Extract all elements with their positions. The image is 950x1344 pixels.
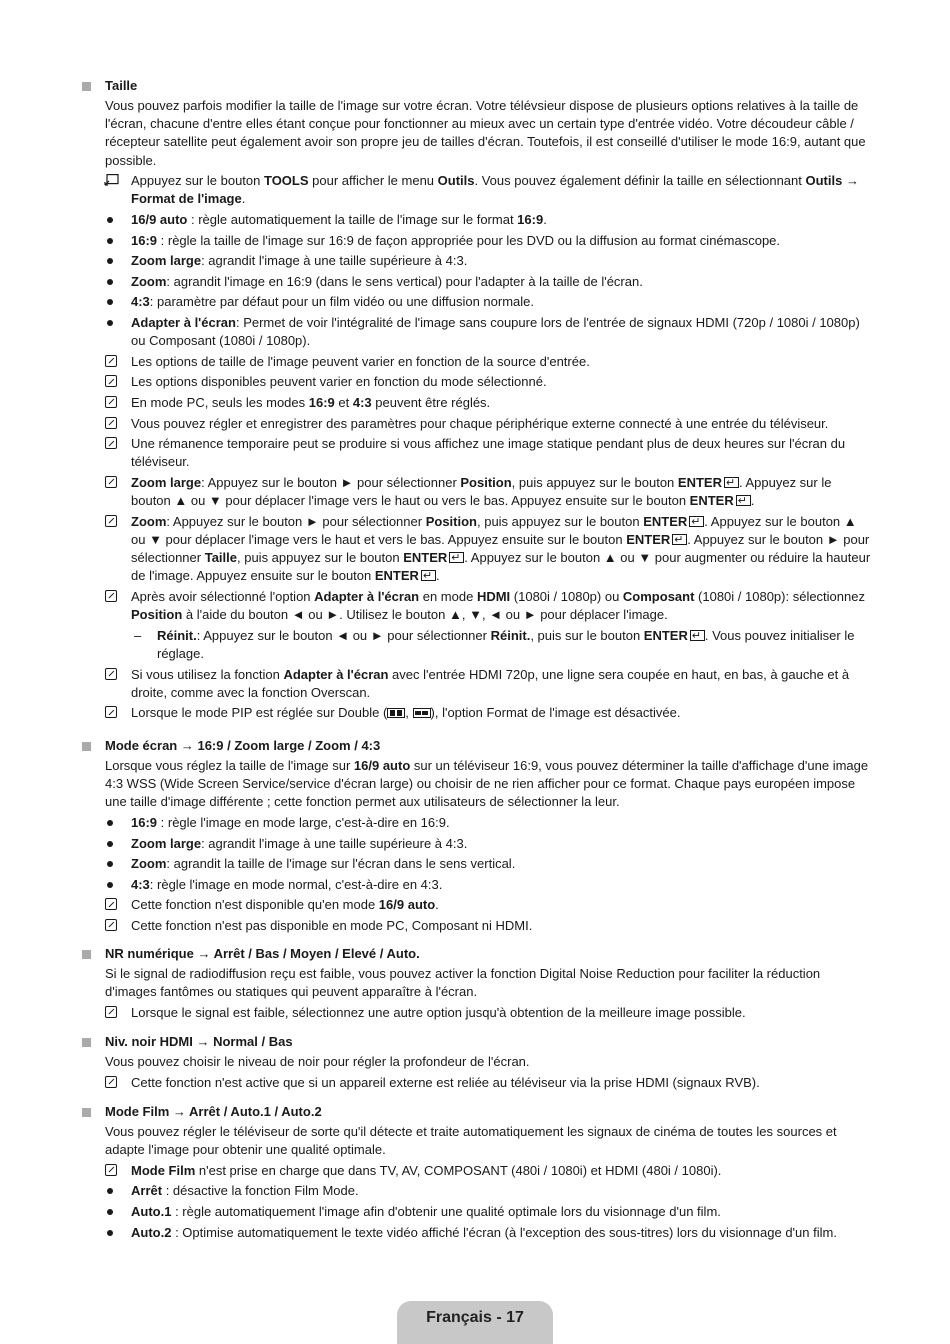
text-segment: Composant [622, 588, 695, 604]
text-segment: ENTER [677, 474, 722, 490]
text-segment: ENTER [374, 568, 419, 584]
bullet-icon [107, 1188, 113, 1194]
enter-icon [421, 570, 436, 581]
title-text: NR numérique → Arrêt / Bas / Moyen / Elevé / Auto. [105, 946, 420, 961]
section-title [82, 77, 872, 95]
list-item [82, 1182, 872, 1200]
text-segment: peuvent être réglés. [371, 394, 491, 410]
note-item [82, 704, 872, 722]
list-item [82, 273, 872, 291]
bullet-icon [107, 1209, 113, 1215]
section-title [82, 737, 872, 755]
note-icon [105, 919, 117, 931]
note-icon [105, 590, 117, 602]
intro-paragraph: Si le signal de radiodiffusion reçu est faible, vous pouvez activer la fonction Digital Noise Reduction pour faciliter la réduction d'images fantômes ou statiques qui peuvent apparaître à l'écran. [105, 966, 821, 1000]
text-segment: 4:3 [352, 394, 372, 410]
text-segment: : agrandit la taille de l'image sur l'écran dans le sens vertical. [166, 856, 516, 872]
text-segment: Après avoir sélectionné l'option [131, 588, 315, 604]
bullet-icon [107, 217, 113, 223]
bullet-icon [107, 320, 113, 326]
intro-paragraph: Vous pouvez choisir le niveau de noir pour régler la profondeur de l'écran. [105, 1054, 530, 1069]
note-item [82, 588, 872, 624]
section-mode-film [82, 1103, 872, 1242]
list-item [82, 211, 872, 229]
text-segment: , puis appuyez sur le bouton [476, 513, 644, 529]
enter-icon [690, 630, 705, 641]
bullet-icon [107, 299, 113, 305]
text-segment: 4:3 [131, 876, 150, 892]
note-icon [105, 396, 117, 408]
text-segment: Position [131, 607, 183, 623]
text-segment: Zoom [131, 273, 167, 289]
text-segment: Appuyez sur le bouton [131, 173, 264, 189]
text-segment: Taille [204, 550, 237, 566]
note-icon [105, 437, 117, 449]
bullet-icon [107, 882, 113, 888]
note-item [82, 373, 872, 391]
text-segment: Arrêt [131, 1183, 163, 1199]
text-segment: Adapter à l'écran [283, 666, 389, 682]
section-title [82, 1103, 872, 1121]
text-segment: ), l'option Format de l'image est désactivée. [430, 705, 681, 721]
enter-icon [736, 495, 751, 506]
enter-icon [449, 552, 464, 563]
text-segment: Lorsque vous réglez la taille de l'image sur [105, 758, 354, 773]
text-segment: . Appuyez sur le bouton ▲ ou ▼ pour augmenter ou réduire la hauteur de l'image. Appuyez ensuite sur le bouton [131, 550, 871, 584]
text-segment: 4:3 [131, 294, 150, 310]
enter-icon [689, 516, 704, 527]
text-segment: (1080i / 1080p) ou [510, 588, 623, 604]
text-segment: Réinit. [490, 627, 531, 643]
title-text: Mode écran → 16:9 / Zoom large / Zoom / 4:3 [105, 738, 381, 753]
list-item [82, 314, 872, 350]
note-item [82, 474, 872, 510]
text-segment: : Permet de voir l'intégralité de l'image sans coupure lors de l'entrée de signaux HDMI (720p / 1080i / 1080p) ou Composant (1080i / 1080p). [131, 314, 860, 349]
title-text: Taille [105, 78, 138, 93]
text-segment: (1080i / 1080p): sélectionnez [694, 588, 865, 604]
list-item [82, 814, 872, 832]
text-segment: , puis sur le bouton [530, 627, 644, 643]
text-segment: Zoom large [131, 253, 202, 269]
text-segment: . [543, 212, 547, 227]
text-segment: 16:9 [308, 394, 335, 410]
bullet-icon [107, 1230, 113, 1236]
text-segment: : agrandit l'image à une taille supérieure à 4:3. [201, 253, 468, 269]
text-segment: Zoom large [131, 474, 202, 490]
list-item [82, 1203, 872, 1221]
text-segment: à l'aide du bouton ◄ ou ►. Utilisez le bouton ▲, ▼, ◄ ou ► pour déplacer l'image. [182, 607, 668, 623]
text-segment: , [405, 705, 413, 721]
text-segment: : Appuyez sur le bouton ◄ ou ► pour sélectionner [196, 627, 491, 643]
text-segment: : règle l'image en mode normal, c'est-à-dire en 4:3. [149, 876, 443, 892]
list-item [82, 876, 872, 894]
text-segment: Adapter à l'écran [131, 314, 236, 330]
list-item [82, 293, 872, 311]
section-niv-noir-hdmi [82, 1033, 872, 1092]
text-segment: TOOLS [263, 173, 309, 189]
text-segment: Adapter à l'écran [314, 588, 420, 604]
note-item [82, 1004, 872, 1022]
text-segment: Zoom [131, 856, 167, 872]
note-item [82, 666, 872, 702]
text-segment: ENTER [643, 513, 688, 529]
sub-item [82, 627, 872, 663]
text-segment: Outils → Format de l'image [131, 173, 859, 207]
text-segment: : agrandit l'image à une taille supérieure à 4:3. [201, 835, 468, 851]
text-segment: : agrandit l'image en 16:9 (dans le sens vertical) pour l'adapter à la taille de l'écran. [166, 273, 643, 289]
note-icon [105, 355, 117, 367]
section-nr-numerique [82, 945, 872, 1022]
title-text: Mode Film → Arrêt / Auto.1 / Auto.2 [105, 1104, 322, 1119]
note-icon [105, 476, 117, 488]
bullet-icon [107, 279, 113, 285]
square-bullet-icon [82, 1108, 91, 1117]
tools-icon [104, 174, 119, 186]
text-segment: Si vous utilisez la fonction [131, 666, 284, 682]
text-segment: Zoom large [131, 835, 202, 851]
text-segment: , puis appuyez sur le bouton [237, 550, 404, 566]
text-segment: . [241, 191, 246, 207]
text-segment: : Appuyez sur le bouton ► pour sélectionner [201, 474, 461, 490]
text-segment: . Vous pouvez initialiser le réglage. [157, 627, 855, 661]
title-text: Niv. noir HDMI → Normal / Bas [105, 1034, 293, 1049]
text-segment: Auto.1 [131, 1203, 172, 1219]
text-segment: Position [460, 474, 512, 490]
note-item [82, 394, 872, 412]
text-segment: , puis appuyez sur le bouton [511, 474, 678, 490]
text-segment: . Appuyez sur le bouton ▲ ou ▼ pour déplacer l'image vers le haut ou vers le bas. Appuyez ensuite sur le bouton [131, 474, 832, 509]
text-segment: avec l'entrée HDMI 720p, une ligne sera coupée en haut, en bas, à gauche et à droite, comme avec la fonction Overscan. [131, 666, 850, 700]
text-segment: Lorsque le signal est faible, sélectionnez une autre option jusqu'à obtention de la meilleure image possible. [131, 1004, 746, 1020]
text-segment: . Vous pouvez également définir la taille en sélectionnant [474, 173, 806, 189]
list-item [82, 835, 872, 853]
section-taille [82, 77, 872, 723]
text-segment: . Appuyez sur le bouton ▲ ou ▼ pour déplacer l'image vers le haut et vers le bas. Appuyez ensuite sur le bouton [131, 513, 857, 547]
text-segment: . Appuyez sur le bouton ► pour sélectionner [131, 531, 870, 566]
text-segment: Auto.2 [131, 1224, 172, 1240]
enter-icon [724, 477, 739, 488]
section-title [82, 945, 872, 963]
note-item [82, 415, 872, 433]
text-segment: et [334, 394, 353, 410]
note-item [82, 917, 872, 935]
note-item [82, 896, 872, 914]
text-segment: en mode [419, 588, 477, 604]
text-segment: ENTER [403, 550, 448, 566]
note-item [82, 513, 872, 586]
text-segment: Lorsque le mode PIP est réglée sur Double ( [131, 705, 388, 721]
text-segment: Cette fonction n'est pas disponible en mode PC, Composant ni HDMI. [131, 917, 533, 933]
square-bullet-icon [82, 82, 91, 91]
square-bullet-icon [82, 1038, 91, 1047]
square-bullet-icon [82, 742, 91, 751]
text-segment: Vous pouvez régler et enregistrer des paramètres pour chaque périphérique externe connecté à une entrée du téléviseur. [131, 415, 829, 431]
text-segment: ENTER [626, 531, 671, 547]
text-segment: 16/9 auto [131, 212, 188, 227]
note-icon [105, 668, 117, 680]
text-segment: sur un téléviseur 16:9, vous pouvez déterminer la taille d'affichage d'une image 4:3 WSS (Wide Screen Service/service d'écran large) ou choisir de ne rien afficher pour ce format. Chaque pays européen impose une taille d'image différente ; cette fonction permet aux utilisateurs de sélectionner la leur. [105, 758, 869, 810]
intro-paragraph [82, 757, 872, 812]
bullet-icon [107, 841, 113, 847]
note-icon [105, 706, 117, 718]
list-item [82, 1224, 872, 1242]
square-bullet-icon [82, 950, 91, 959]
text-segment: : règle l'image en mode large, c'est-à-dire en 16:9. [157, 815, 450, 830]
intro-paragraph: Vous pouvez parfois modifier la taille de l'image sur votre écran. Votre télévsieur dispose de plusieurs options relatives à la taille de l'écran, chacune d'entre elles étant conçue pour fonctionner au mieux avec un certain type d'entrée vidéo. Votre découdeur câble / récepteur satellite peut également avoir son propre jeu de tailles d'écran. Toutefois, il est conseillé d'utiliser le mode 16:9, autant que possible. [105, 98, 866, 168]
list-item [82, 232, 872, 250]
note-icon [105, 1076, 117, 1088]
text-segment: : désactive la fonction Film Mode. [162, 1183, 359, 1199]
text-segment: Réinit. [157, 627, 197, 643]
note-icon [105, 898, 117, 910]
text-segment: ENTER [689, 493, 734, 509]
text-segment: Cette fonction n'est disponible qu'en mode [131, 897, 379, 913]
dash-marker: – [134, 627, 142, 643]
text-segment: Une rémanence temporaire peut se produire si vous affichez une image statique pendant plus de deux heures sur l'écran du téléviseur. [131, 436, 846, 470]
bullet-icon [107, 861, 113, 867]
text-segment: Mode Film [131, 1162, 196, 1178]
text-segment: Position [425, 513, 477, 529]
list-item [82, 252, 872, 270]
text-segment: Cette fonction n'est active que si un appareil externe est reliée au téléviseur via la prise HDMI (signaux RVB). [131, 1074, 760, 1090]
note-icon [105, 1164, 117, 1176]
section-mode-ecran [82, 737, 872, 935]
pip-double-icon [387, 708, 405, 718]
note-icon [105, 417, 117, 429]
text-segment: 16/9 auto [353, 758, 411, 773]
note-icon [105, 515, 117, 527]
text-segment: 16:9 [131, 815, 158, 830]
text-segment: 16:9 [131, 232, 158, 248]
tools-note [82, 172, 872, 208]
text-segment: ENTER [643, 627, 688, 643]
text-segment: n'est prise en charge que dans TV, AV, COMPOSANT (480i / 1080i) et HDMI (480i / 1080i). [195, 1162, 722, 1178]
text-segment: . [435, 897, 439, 913]
note-item [82, 1162, 872, 1180]
text-segment: : règle automatiquement la taille de l'image sur le format [187, 212, 518, 227]
text-segment: . [435, 568, 440, 584]
page-footer-label: Français - 17 [397, 1301, 553, 1344]
bullet-icon [107, 258, 113, 264]
text-segment: En mode PC, seuls les modes [131, 394, 309, 410]
enter-icon [672, 534, 687, 545]
note-item [82, 1074, 872, 1092]
note-item [82, 353, 872, 371]
section-title [82, 1033, 872, 1051]
text-segment: Zoom [131, 513, 167, 529]
intro-paragraph: Vous pouvez régler le téléviseur de sorte qu'il détecte et traite automatiquement les signaux de cinéma de toutes les sources et adapte l'image pour obtenir une qualité optimale. [105, 1124, 837, 1158]
text-segment: : paramètre par défaut pour un film vidéo ou une diffusion normale. [149, 294, 535, 310]
bullet-icon [107, 820, 113, 826]
note-icon [105, 1006, 117, 1018]
text-segment: Les options de taille de l'image peuvent varier en fonction de la source d'entrée. [131, 353, 590, 369]
text-segment: : Optimise automatiquement le texte vidéo affiché l'écran (à l'exception des sous-titres) lors du visionnage d'un film. [171, 1224, 837, 1240]
text-segment: : Appuyez sur le bouton ► pour sélectionner [166, 513, 426, 529]
text-segment: 16/9 auto [378, 897, 436, 913]
text-segment: Outils [437, 173, 475, 189]
pip-double-wide-icon [413, 708, 431, 718]
note-icon [105, 375, 117, 387]
list-item [82, 855, 872, 873]
text-segment: : règle automatiquement l'image afin d'obtenir une qualité optimale lors du visionnage d'un film. [171, 1203, 721, 1219]
text-segment: : règle la taille de l'image sur 16:9 de façon appropriée pour les DVD ou la diffusion au format cinémascope. [157, 232, 781, 248]
text-segment: 16:9 [517, 212, 544, 227]
text-segment: Les options disponibles peuvent varier en fonction du mode sélectionné. [131, 374, 547, 390]
text-segment: pour afficher le menu [308, 173, 438, 189]
note-item [82, 435, 872, 471]
text-segment: HDMI [476, 588, 511, 604]
text-segment: . [750, 493, 755, 509]
bullet-icon [107, 238, 113, 244]
